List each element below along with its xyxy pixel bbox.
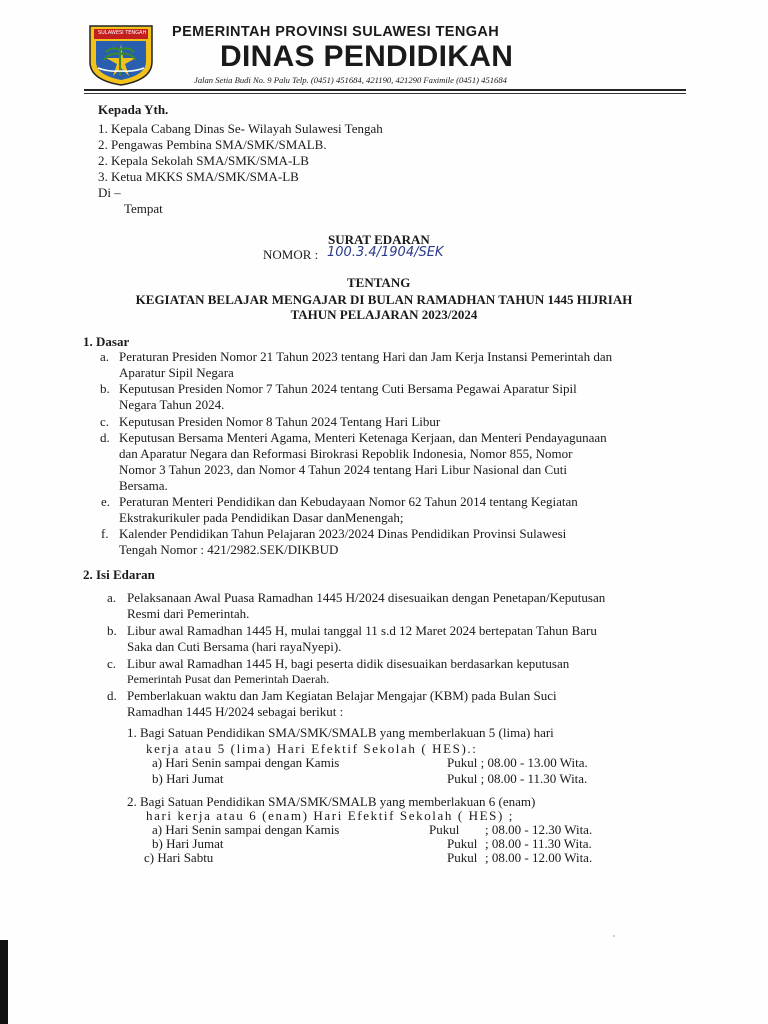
list-item: Keputusan Bersama Menteri Agama, Menteri Ketenaga Kerjaan, dan Menteri Pendayagunaan xyxy=(119,430,607,445)
document-number-handwritten: 100.3.4/1904/SEK xyxy=(327,245,444,260)
list-item: Resmi dari Pemerintah. xyxy=(127,606,250,621)
schedule-time: ; 08.00 - 12.30 Wita. xyxy=(485,822,593,837)
schedule-day: b) Hari Jumat xyxy=(152,771,224,786)
schedule-time: Pukul ; 08.00 - 11.30 Wita. xyxy=(447,771,588,786)
addressee-item: 3. Ketua MKKS SMA/SMK/SMA-LB xyxy=(98,169,299,184)
addressee-item: 1. Kepala Cabang Dinas Se- Wilayah Sulawesi Tengah xyxy=(98,121,383,136)
list-marker: d. xyxy=(107,688,117,703)
letterhead-address: Jalan Setia Budi No. 9 Palu Telp. (0451) 451684, 421190, 421290 Faximile (0451) 451684 xyxy=(194,75,507,85)
list-marker: d. xyxy=(100,430,110,445)
schedule-heading: 2. Bagi Satuan Pendidikan SMA/SMK/SMALB yang memberlakuan 6 (enam) xyxy=(127,794,536,809)
schedule-day: c) Hari Sabtu xyxy=(144,850,214,865)
letterhead-rule xyxy=(84,89,686,91)
province-emblem-icon xyxy=(86,24,156,86)
list-item: Libur awal Ramadhan 1445 H, bagi peserta didik disesuaikan berdasarkan keputusan xyxy=(127,656,570,671)
list-item: Ekstrakurikuler pada Pendidikan Dasar danMenengah; xyxy=(119,510,404,525)
emblem-text: SULAWESI TENGAH xyxy=(98,30,147,36)
list-item: Tengah Nomor : 421/2982.SEK/DIKBUD xyxy=(119,542,339,557)
list-item: Pemberlakuan waktu dan Jam Kegiatan Belajar Mengajar (KBM) pada Bulan Suci xyxy=(127,688,557,703)
schedule-day: a) Hari Senin sampai dengan Kamis xyxy=(152,822,340,837)
list-marker: a. xyxy=(107,590,117,605)
schedule-day: a) Hari Senin sampai dengan Kamis xyxy=(152,755,340,770)
list-item: Ramadhan 1445 H/2024 sebagai berikut : xyxy=(127,704,344,719)
schedule-heading: hari kerja atau 6 (enam) Hari Efektif Sekolah ( HES) ; xyxy=(146,808,514,823)
schedule-time: ; 08.00 - 12.00 Wita. xyxy=(485,850,593,865)
list-item: Saka dan Cuti Bersama (hari rayaNyepi). xyxy=(127,639,342,654)
list-item: Kalender Pendidikan Tahun Pelajaran 2023/2024 Dinas Pendidikan Provinsi Sulawesi xyxy=(119,526,567,541)
list-marker: a. xyxy=(100,349,110,364)
list-item: Negara Tahun 2024. xyxy=(119,397,225,412)
section-isi-heading: 2. Isi Edaran xyxy=(83,567,155,582)
letterhead-government: PEMERINTAH PROVINSI SULAWESI TENGAH xyxy=(172,24,500,40)
addressee-place: Tempat xyxy=(124,201,163,216)
list-item: Peraturan Menteri Pendidikan dan Kebudayaan Nomor 62 Tahun 2014 tentang Kegiatan xyxy=(119,494,578,509)
list-item: Pemerintah Pusat dan Pemerintah Daerah. xyxy=(127,672,330,686)
scan-edge xyxy=(0,940,8,1024)
list-item: Keputusan Presiden Nomor 8 Tahun 2024 Tentang Hari Libur xyxy=(119,414,441,429)
scan-speck xyxy=(613,935,615,937)
addressee-di: Di – xyxy=(98,185,121,200)
list-marker: c. xyxy=(100,414,110,429)
schedule-pukul: Pukul xyxy=(447,850,478,865)
addressee-item: 2. Pengawas Pembina SMA/SMK/SMALB. xyxy=(98,137,327,152)
addressee-heading: Kepada Yth. xyxy=(98,102,169,117)
list-marker: f. xyxy=(101,526,109,541)
schedule-pukul: Pukul xyxy=(429,822,460,837)
list-item: Nomor 3 Tahun 2023, dan Nomor 4 Tahun 2024 tentang Hari Libur Nasional dan Cuti xyxy=(119,462,567,477)
letterhead-rule-thin xyxy=(84,93,686,94)
schedule-day: b) Hari Jumat xyxy=(152,836,224,851)
list-marker: e. xyxy=(101,494,111,509)
list-marker: b. xyxy=(100,381,110,396)
list-item: Peraturan Presiden Nomor 21 Tahun 2023 tentang Hari dan Jam Kerja Instansi Pemerintah dan xyxy=(119,349,613,364)
schedule-time: ; 08.00 - 11.30 Wita. xyxy=(485,836,592,851)
addressee-item: 2. Kepala Sekolah SMA/SMK/SMA-LB xyxy=(98,153,309,168)
list-marker: b. xyxy=(107,623,117,638)
document-type: SURAT EDARAN xyxy=(328,232,430,247)
schedule-pukul: Pukul xyxy=(447,836,478,851)
section-dasar-heading: 1. Dasar xyxy=(83,334,130,349)
document-about: TENTANG xyxy=(347,275,411,290)
list-item: Pelaksanaan Awal Puasa Ramadhan 1445 H/2024 disesuaikan dengan Penetapan/Keputusan xyxy=(127,590,606,605)
document-number-label: NOMOR : xyxy=(263,247,319,262)
document-subject-year: TAHUN PELAJARAN 2023/2024 xyxy=(290,307,478,322)
document-subject: KEGIATAN BELAJAR MENGAJAR DI BULAN RAMADHAN TAHUN 1445 HIJRIAH xyxy=(135,292,633,307)
schedule-heading: 1. Bagi Satuan Pendidikan SMA/SMK/SMALB yang memberlakuan 5 (lima) hari xyxy=(127,725,554,740)
letterhead-agency: DINAS PENDIDIKAN xyxy=(220,40,514,73)
list-item: Libur awal Ramadhan 1445 H, mulai tanggal 11 s.d 12 Maret 2024 bertepatan Tahun Baru xyxy=(127,623,597,638)
list-item: dan Aparatur Negara dan Reformasi Birokrasi Repoblik Indonesia, Nomor 855, Nomor xyxy=(119,446,573,461)
list-marker: c. xyxy=(107,656,117,671)
list-item: Aparatur Sipil Negara xyxy=(119,365,234,380)
schedule-heading: kerja atau 5 (lima) Hari Efektif Sekolah ( HES).: xyxy=(146,741,478,756)
schedule-time: Pukul ; 08.00 - 13.00 Wita. xyxy=(447,755,588,770)
list-item: Keputusan Presiden Nomor 7 Tahun 2024 tentang Cuti Bersama Pegawai Aparatur Sipil xyxy=(119,381,577,396)
list-item: Bersama. xyxy=(119,478,168,493)
